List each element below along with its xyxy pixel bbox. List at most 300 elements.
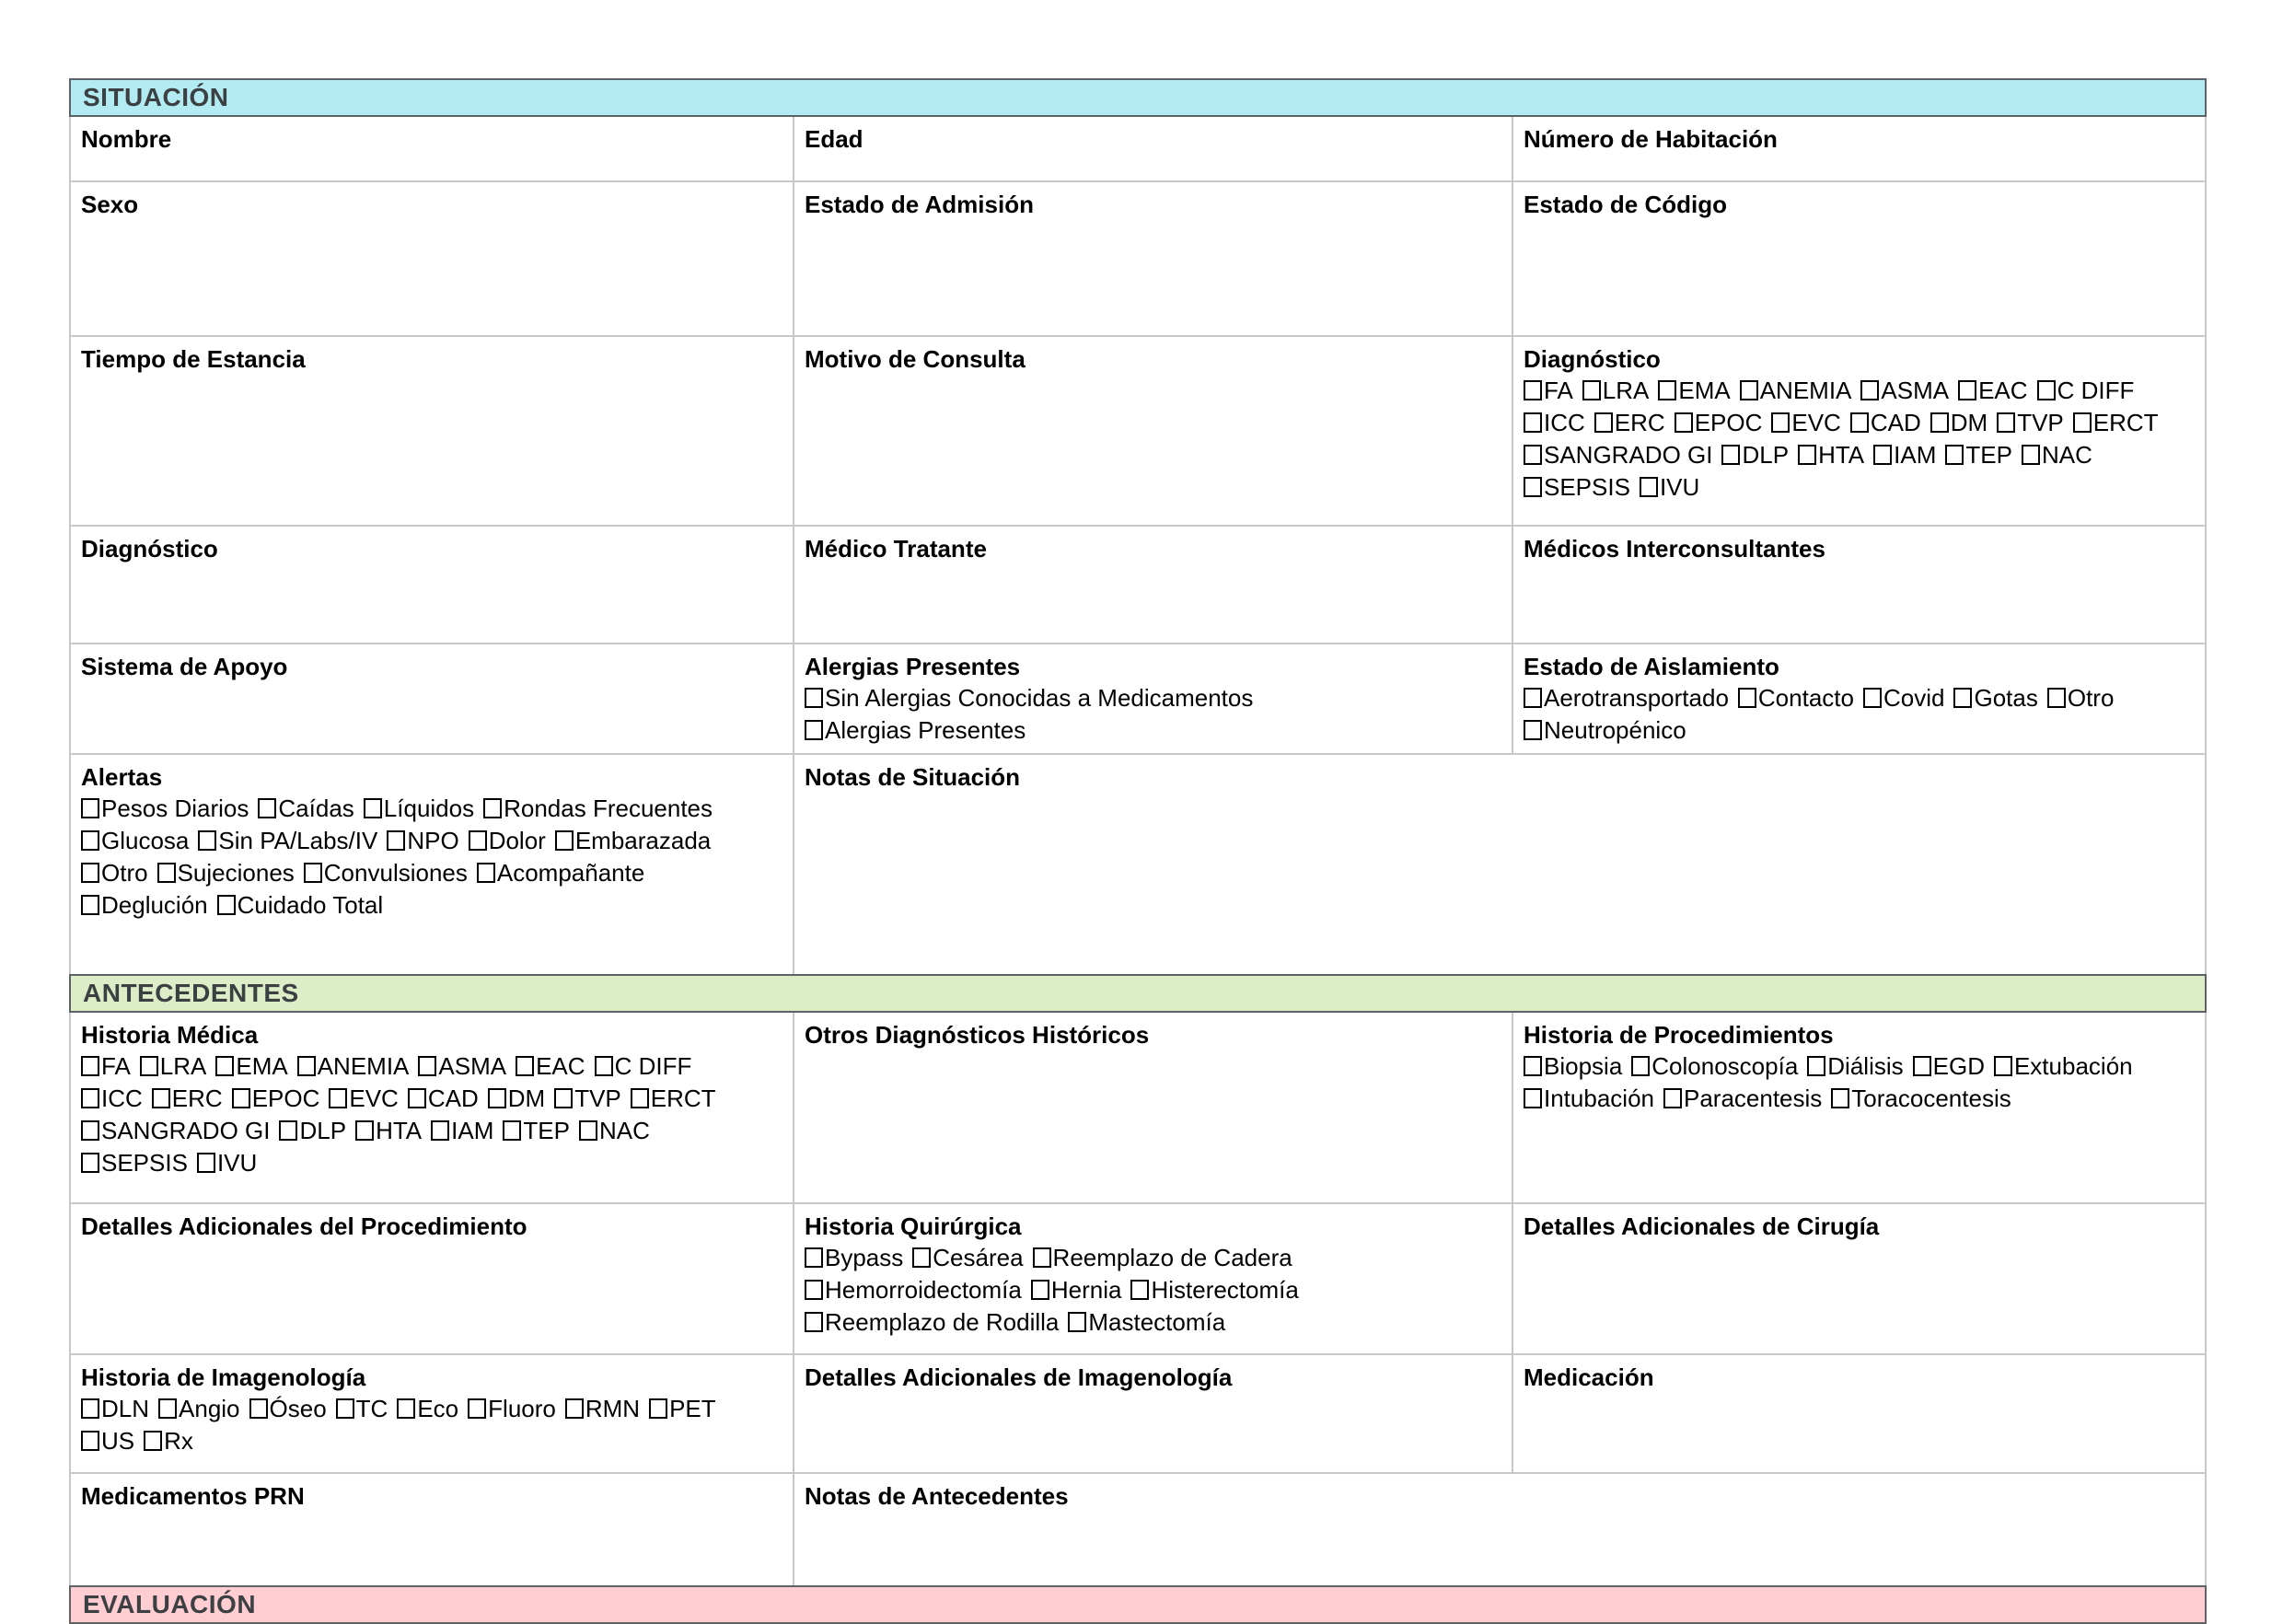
checkbox-icon[interactable] — [1130, 1280, 1149, 1300]
checkbox-option — [81, 795, 249, 822]
checkbox-option — [81, 1427, 134, 1455]
checkbox-icon[interactable] — [1721, 445, 1740, 465]
checkbox-option — [1524, 1052, 1622, 1080]
checkbox-icon[interactable] — [81, 1153, 99, 1173]
checkbox-label: IVU — [1659, 473, 1700, 501]
checkbox-icon[interactable] — [81, 1398, 99, 1419]
checkbox-icon[interactable] — [81, 1431, 99, 1451]
checkbox-option — [631, 1085, 716, 1112]
checkbox-label: Gotas — [1974, 684, 2038, 712]
checkbox-label: Cuidado Total — [237, 891, 384, 919]
checkbox-option — [1524, 716, 1686, 744]
field-label: Medicación — [1524, 1363, 1654, 1391]
checkbox-option — [258, 795, 353, 822]
checkbox-line — [81, 857, 782, 889]
cell-historia-medica — [71, 1013, 794, 1204]
checkbox-icon[interactable] — [158, 1398, 177, 1419]
checkbox-icon[interactable] — [1524, 688, 1542, 708]
checkbox-group — [81, 793, 782, 922]
checkbox-label: Rondas Frecuentes — [504, 795, 713, 822]
checkbox-icon[interactable] — [217, 895, 236, 915]
checkbox-option — [565, 1395, 640, 1422]
checkbox-icon[interactable] — [81, 798, 99, 818]
checkbox-label: TEP — [1965, 441, 2012, 469]
checkbox-label: EVC — [1791, 409, 1841, 436]
checkbox-option — [364, 795, 474, 822]
cell-alergias-presentes — [794, 644, 1513, 755]
checkbox-icon[interactable] — [1640, 477, 1658, 497]
checkbox-label: FA — [1544, 377, 1573, 404]
checkbox-icon[interactable] — [1994, 1056, 2012, 1076]
field-label: Detalles Adicionales del Procedimiento — [81, 1212, 527, 1240]
checkbox-option — [232, 1085, 320, 1112]
cell-sexo — [71, 182, 794, 337]
checkbox-icon[interactable] — [431, 1120, 449, 1141]
field-label: Historia de Procedimientos — [1524, 1021, 1834, 1049]
checkbox-label: Histerectomía — [1151, 1276, 1299, 1304]
checkbox-icon[interactable] — [81, 1088, 99, 1108]
checkbox-label: Bypass — [825, 1244, 904, 1271]
checkbox-label: Óseo — [269, 1395, 327, 1422]
section-header-evaluacion: EVALUACIÓN — [69, 1585, 2207, 1624]
checkbox-option — [1740, 377, 1852, 404]
checkbox-icon[interactable] — [1850, 412, 1869, 433]
cell-estado-aislamiento — [1513, 644, 2205, 755]
field-label: Nombre — [81, 125, 172, 153]
checkbox-icon[interactable] — [157, 863, 176, 883]
checkbox-icon[interactable] — [1930, 412, 1949, 433]
antecedentes-grid — [69, 1013, 2207, 1585]
checkbox-icon[interactable] — [387, 830, 405, 851]
checkbox-label: Sin PA/Labs/IV — [218, 827, 378, 854]
checkbox-icon[interactable] — [1594, 412, 1613, 433]
checkbox-icon[interactable] — [1831, 1088, 1849, 1108]
checkbox-label: EMA — [236, 1052, 288, 1080]
checkbox-line — [81, 1147, 782, 1179]
checkbox-icon[interactable] — [1524, 380, 1542, 400]
checkbox-label: TC — [355, 1395, 388, 1422]
cell-alertas — [71, 755, 794, 974]
checkbox-icon[interactable] — [2022, 445, 2040, 465]
field-label: Médico Tratante — [805, 535, 987, 563]
checkbox-label: Covid — [1883, 684, 1945, 712]
checkbox-icon[interactable] — [805, 1280, 823, 1300]
checkbox-label: Glucosa — [101, 827, 190, 854]
cell-detalles-cirugia — [1513, 1204, 2205, 1355]
checkbox-icon[interactable] — [1582, 380, 1601, 400]
checkbox-option — [1958, 377, 2027, 404]
field-label: Medicamentos PRN — [81, 1482, 305, 1510]
checkbox-option — [81, 1117, 270, 1144]
section-header-antecedentes: ANTECEDENTES — [69, 974, 2207, 1013]
checkbox-icon[interactable] — [1524, 412, 1542, 433]
checkbox-icon[interactable] — [1031, 1280, 1049, 1300]
checkbox-option — [329, 1085, 398, 1112]
checkbox-option — [555, 827, 711, 854]
checkbox-label: LRA — [1602, 377, 1650, 404]
cell-medicacion — [1513, 1355, 2205, 1474]
checkbox-option — [336, 1395, 388, 1422]
checkbox-option — [1953, 684, 2037, 712]
checkbox-icon[interactable] — [249, 1398, 268, 1419]
field-label: Historia de Imagenología — [81, 1363, 366, 1391]
checkbox-icon[interactable] — [336, 1398, 354, 1419]
checkbox-label: EMA — [1678, 377, 1731, 404]
checkbox-label: SANGRADO GI — [101, 1117, 271, 1144]
checkbox-label: Diálisis — [1827, 1052, 1904, 1080]
checkbox-option — [81, 1395, 149, 1422]
checkbox-icon[interactable] — [2037, 380, 2056, 400]
checkbox-option — [1068, 1308, 1225, 1336]
checkbox-option — [418, 1052, 506, 1080]
checkbox-option — [2022, 441, 2092, 469]
checkbox-option — [408, 1085, 479, 1112]
cell-notas-situacion — [794, 755, 2205, 974]
checkbox-icon[interactable] — [1675, 412, 1693, 433]
checkbox-icon[interactable] — [297, 1056, 316, 1076]
checkbox-label: ERCT — [650, 1085, 716, 1112]
checkbox-option — [1831, 1085, 2011, 1112]
checkbox-label: HTA — [376, 1117, 423, 1144]
checkbox-option — [579, 1117, 650, 1144]
checkbox-label: Toracocentesis — [1851, 1085, 2011, 1112]
cell-estado-codigo — [1513, 182, 2205, 337]
cell-numero-habitacion — [1513, 117, 2205, 182]
checkbox-option — [1524, 684, 1729, 712]
checkbox-option — [152, 1085, 223, 1112]
checkbox-label: Hernia — [1050, 1276, 1122, 1304]
checkbox-icon[interactable] — [197, 1153, 215, 1173]
checkbox-line — [1524, 375, 2195, 407]
checkbox-option — [503, 1117, 570, 1144]
checkbox-label: SANGRADO GI — [1544, 441, 1713, 469]
checkbox-icon[interactable] — [649, 1398, 667, 1419]
cell-medicamentos-prn — [71, 1474, 794, 1585]
checkbox-icon[interactable] — [1873, 445, 1892, 465]
checkbox-icon[interactable] — [1860, 380, 1879, 400]
checkbox-label: CAD — [1870, 409, 1921, 436]
checkbox-icon[interactable] — [555, 830, 574, 851]
checkbox-option — [1863, 684, 1944, 712]
checkbox-option — [297, 1052, 410, 1080]
section-header-situacion: SITUACIÓN — [69, 78, 2207, 117]
checkbox-icon[interactable] — [152, 1088, 170, 1108]
field-label: Edad — [805, 125, 863, 153]
checkbox-label: DLP — [1742, 441, 1790, 469]
checkbox-line — [81, 1115, 782, 1147]
checkbox-option — [805, 1244, 903, 1271]
checkbox-line — [81, 825, 782, 857]
checkbox-icon[interactable] — [469, 830, 487, 851]
checkbox-icon[interactable] — [144, 1431, 162, 1451]
checkbox-group — [81, 1393, 782, 1457]
checkbox-line — [81, 1050, 782, 1083]
checkbox-icon[interactable] — [198, 830, 216, 851]
checkbox-option — [1850, 409, 1921, 436]
checkbox-label: ERC — [1614, 409, 1665, 436]
checkbox-option — [805, 716, 1026, 744]
checkbox-option — [1873, 441, 1936, 469]
checkbox-label: DM — [1950, 409, 1988, 436]
checkbox-label: IAM — [1894, 441, 1937, 469]
checkbox-line — [1524, 1050, 2195, 1083]
checkbox-line — [805, 682, 1501, 714]
checkbox-label: ERC — [171, 1085, 223, 1112]
checkbox-label: Hemorroidectomía — [825, 1276, 1022, 1304]
checkbox-icon[interactable] — [516, 1056, 534, 1076]
checkbox-icon[interactable] — [81, 830, 99, 851]
checkbox-option — [355, 1117, 422, 1144]
cell-diagnostico — [71, 527, 794, 644]
checkbox-icon[interactable] — [1771, 412, 1790, 433]
checkbox-icon[interactable] — [565, 1398, 584, 1419]
checkbox-option — [805, 684, 1253, 712]
checkbox-icon[interactable] — [418, 1056, 436, 1076]
checkbox-option — [81, 859, 148, 887]
checkbox-label: Aerotransportado — [1544, 684, 1729, 712]
checkbox-option — [516, 1052, 585, 1080]
checkbox-option — [1524, 377, 1573, 404]
checkbox-label: ICC — [1544, 409, 1585, 436]
checkbox-option — [304, 859, 468, 887]
checkbox-label: Contacto — [1757, 684, 1854, 712]
checkbox-icon[interactable] — [488, 1088, 506, 1108]
field-label: Estado de Admisión — [805, 191, 1034, 218]
checkbox-icon[interactable] — [1997, 412, 2015, 433]
checkbox-icon[interactable] — [1658, 380, 1676, 400]
checkbox-label: NAC — [598, 1117, 650, 1144]
field-label: Estado de Aislamiento — [1524, 653, 1779, 680]
checkbox-option — [483, 795, 713, 822]
checkbox-icon[interactable] — [81, 1056, 99, 1076]
checkbox-icon[interactable] — [81, 895, 99, 915]
checkbox-label: C DIFF — [614, 1052, 692, 1080]
checkbox-icon[interactable] — [805, 688, 823, 708]
checkbox-option — [1631, 1052, 1798, 1080]
checkbox-icon[interactable] — [2047, 688, 2066, 708]
checkbox-group — [1524, 682, 2195, 747]
checkbox-icon[interactable] — [1807, 1056, 1825, 1076]
checkbox-line — [1524, 682, 2195, 714]
checkbox-label: Neutropénico — [1544, 716, 1686, 744]
checkbox-icon[interactable] — [468, 1398, 486, 1419]
checkbox-label: DLP — [299, 1117, 347, 1144]
checkbox-label: Extubación — [2013, 1052, 2133, 1080]
checkbox-icon[interactable] — [477, 863, 495, 883]
checkbox-option — [217, 891, 384, 919]
checkbox-option — [477, 859, 644, 887]
checkbox-option — [387, 827, 458, 854]
checkbox-icon[interactable] — [595, 1056, 613, 1076]
checkbox-label: ANEMIA — [1759, 377, 1852, 404]
checkbox-icon[interactable] — [355, 1120, 374, 1141]
checkbox-icon[interactable] — [503, 1120, 521, 1141]
checkbox-icon[interactable] — [1738, 688, 1756, 708]
checkbox-label: Eco — [417, 1395, 459, 1422]
checkbox-option — [1594, 409, 1665, 436]
checkbox-label: FA — [101, 1052, 131, 1080]
cell-detalles-imagenologia — [794, 1355, 1513, 1474]
checkbox-option — [912, 1244, 1023, 1271]
checkbox-label: LRA — [159, 1052, 207, 1080]
checkbox-icon[interactable] — [483, 798, 502, 818]
cell-tiempo-estancia — [71, 337, 794, 527]
checkbox-label: EAC — [536, 1052, 585, 1080]
situacion-grid — [69, 117, 2207, 974]
checkbox-label: Deglución — [101, 891, 208, 919]
checkbox-line — [81, 1083, 782, 1115]
checkbox-label: SEPSIS — [101, 1149, 188, 1177]
checkbox-icon[interactable] — [140, 1056, 158, 1076]
checkbox-option — [158, 1395, 240, 1422]
checkbox-option — [1860, 377, 1949, 404]
checkbox-label: PET — [669, 1395, 716, 1422]
checkbox-label: Rx — [164, 1427, 193, 1455]
checkbox-option — [2047, 684, 2115, 712]
checkbox-option — [805, 1308, 1059, 1336]
checkbox-option — [397, 1395, 458, 1422]
checkbox-label: HTA — [1818, 441, 1865, 469]
checkbox-group — [805, 682, 1501, 747]
cell-estado-admision — [794, 182, 1513, 337]
checkbox-icon[interactable] — [912, 1247, 931, 1268]
checkbox-option — [81, 1149, 188, 1177]
field-label: Diagnóstico — [81, 535, 218, 563]
checkbox-icon[interactable] — [1524, 1088, 1542, 1108]
checkbox-label: EVC — [349, 1085, 399, 1112]
checkbox-line — [1524, 407, 2195, 439]
field-label: Estado de Código — [1524, 191, 1727, 218]
checkbox-label: EAC — [1978, 377, 2028, 404]
checkbox-label: C DIFF — [2057, 377, 2135, 404]
checkbox-icon[interactable] — [1631, 1056, 1650, 1076]
checkbox-label: Reemplazo de Rodilla — [825, 1308, 1060, 1336]
checkbox-icon[interactable] — [1740, 380, 1758, 400]
checkbox-icon[interactable] — [397, 1398, 415, 1419]
field-label: Detalles Adicionales de Cirugía — [1524, 1212, 1880, 1240]
checkbox-label: DM — [507, 1085, 546, 1112]
checkbox-label: Angio — [179, 1395, 240, 1422]
checkbox-icon[interactable] — [805, 1312, 823, 1332]
checkbox-icon[interactable] — [1913, 1056, 1931, 1076]
checkbox-label: TEP — [523, 1117, 570, 1144]
checkbox-icon[interactable] — [258, 798, 276, 818]
checkbox-option — [249, 1395, 327, 1422]
checkbox-option — [1945, 441, 2012, 469]
checkbox-icon[interactable] — [805, 1247, 823, 1268]
checkbox-icon[interactable] — [304, 863, 322, 883]
checkbox-option — [1524, 1085, 1654, 1112]
checkbox-icon[interactable] — [1524, 1056, 1542, 1076]
checkbox-option — [1582, 377, 1650, 404]
checkbox-icon[interactable] — [215, 1056, 234, 1076]
checkbox-icon[interactable] — [579, 1120, 597, 1141]
checkbox-option — [81, 891, 208, 919]
field-label: Tiempo de Estancia — [81, 345, 306, 373]
checkbox-option — [81, 1052, 131, 1080]
checkbox-option — [1930, 409, 1987, 436]
checkbox-group — [805, 1242, 1501, 1339]
cell-edad — [794, 117, 1513, 182]
checkbox-line — [1524, 1083, 2195, 1115]
checkbox-label: EGD — [1932, 1052, 1985, 1080]
checkbox-label: ASMA — [1881, 377, 1950, 404]
checkbox-icon[interactable] — [1663, 1088, 1682, 1108]
checkbox-icon[interactable] — [1524, 720, 1542, 740]
checkbox-icon[interactable] — [805, 720, 823, 740]
checkbox-label: TVP — [574, 1085, 621, 1112]
checkbox-line — [81, 1425, 782, 1457]
checkbox-option — [215, 1052, 287, 1080]
checkbox-label: CAD — [427, 1085, 479, 1112]
checkbox-option — [140, 1052, 207, 1080]
checkbox-label: ERCT — [2092, 409, 2159, 436]
checkbox-label: NAC — [2041, 441, 2092, 469]
checkbox-icon[interactable] — [554, 1088, 573, 1108]
checkbox-option — [197, 1149, 257, 1177]
checkbox-option — [1913, 1052, 1985, 1080]
checkbox-option — [1524, 473, 1630, 501]
checkbox-icon[interactable] — [1953, 688, 1972, 708]
checkbox-label: EPOC — [1694, 409, 1763, 436]
checkbox-line — [1524, 471, 2195, 504]
checkbox-line — [1524, 439, 2195, 471]
checkbox-label: EPOC — [251, 1085, 320, 1112]
cell-historia-quirurgica — [794, 1204, 1513, 1355]
checkbox-icon[interactable] — [279, 1120, 297, 1141]
checkbox-label: Líquidos — [383, 795, 475, 822]
checkbox-icon[interactable] — [1524, 445, 1542, 465]
checkbox-icon[interactable] — [631, 1088, 649, 1108]
checkbox-option — [488, 1085, 545, 1112]
checkbox-option — [469, 827, 546, 854]
checkbox-option — [1658, 377, 1730, 404]
checkbox-line — [81, 793, 782, 825]
checkbox-option — [1798, 441, 1864, 469]
checkbox-icon[interactable] — [1068, 1312, 1086, 1332]
checkbox-icon[interactable] — [1033, 1247, 1051, 1268]
checkbox-icon[interactable] — [1958, 380, 1976, 400]
checkbox-option — [2073, 409, 2159, 436]
checkbox-label: Reemplazo de Cadera — [1052, 1244, 1292, 1271]
checkbox-icon[interactable] — [2073, 412, 2092, 433]
checkbox-icon[interactable] — [1945, 445, 1964, 465]
checkbox-icon[interactable] — [408, 1088, 426, 1108]
checkbox-icon[interactable] — [1524, 477, 1542, 497]
field-label: Sexo — [81, 191, 139, 218]
checkbox-option — [649, 1395, 716, 1422]
checkbox-option — [1807, 1052, 1903, 1080]
checkbox-icon[interactable] — [1798, 445, 1816, 465]
checkbox-icon[interactable] — [364, 798, 382, 818]
checkbox-label: DLN — [101, 1395, 150, 1422]
checkbox-option — [157, 859, 295, 887]
checkbox-icon[interactable] — [329, 1088, 347, 1108]
cell-medicos-interconsultantes — [1513, 527, 2205, 644]
checkbox-group — [1524, 375, 2195, 504]
checkbox-icon[interactable] — [232, 1088, 250, 1108]
checkbox-label: Biopsia — [1544, 1052, 1623, 1080]
checkbox-icon[interactable] — [81, 1120, 99, 1141]
checkbox-icon[interactable] — [1863, 688, 1882, 708]
checkbox-option — [279, 1117, 346, 1144]
checkbox-label: Acompañante — [496, 859, 645, 887]
checkbox-icon[interactable] — [81, 863, 99, 883]
checkbox-option — [2037, 377, 2135, 404]
checkbox-label: Otro — [101, 859, 148, 887]
checkbox-option — [81, 1085, 143, 1112]
checkbox-label: Mastectomía — [1088, 1308, 1226, 1336]
